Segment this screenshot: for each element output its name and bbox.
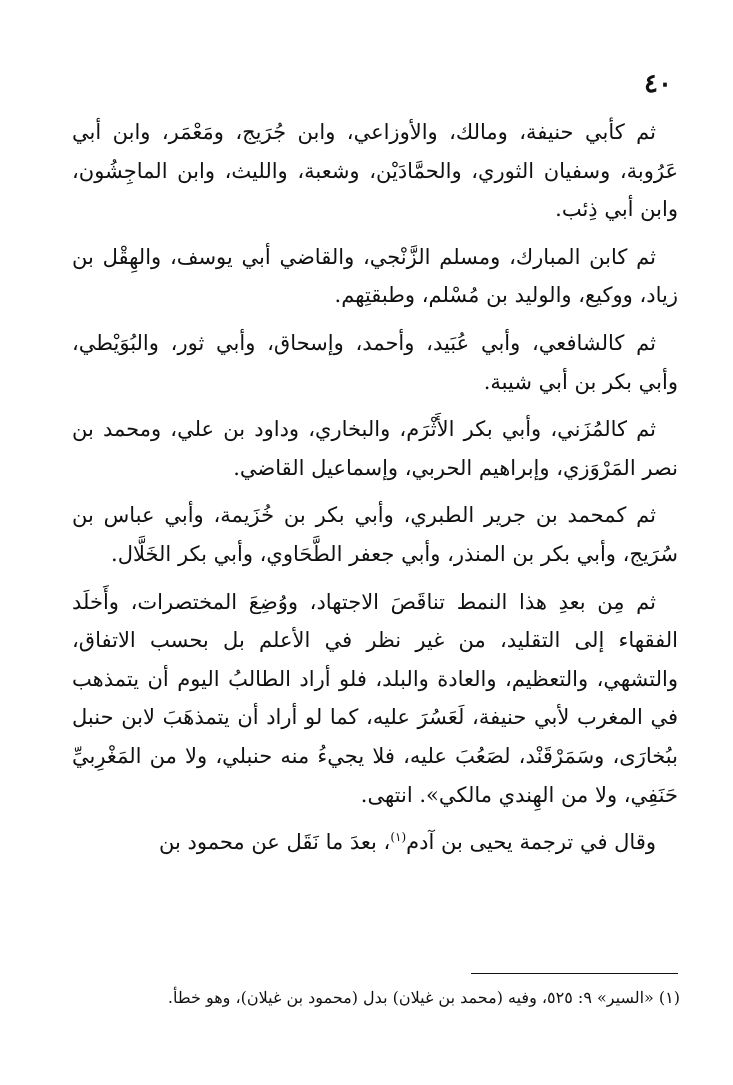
paragraph: ثم كمحمد بن جرير الطبري، وأبي بكر بن خُزَيمة، وأبي عباس بن سُرَيج، وأبي بكر بن المنذر، وأبي جعفر الطَّحَاوي، وأبي بكر الخَلَّال. [72,503,678,566]
paragraph: ثم كأبي حنيفة، ومالك، والأوزاعي، وابن جُرَيج، ومَعْمَر، وابن أبي عَرُوبة، وسفيان الثوري، والحمَّادَيْن، وشعبة، والليث، وابن الماجِشُون، وابن أبي ذِئب. [72,120,678,222]
paragraph-last-start: وقال في ترجمة يحيى بن آدم [406,830,656,855]
footnote: (١) «السير» ٩: ٥٢٥، وفيه (محمد بن غيلان) بدل (محمود بن غيلان)، وهو خطأ. [167,988,680,1007]
main-text [72,113,678,871]
page-number: ٤٠ [644,69,672,99]
paragraph-last [72,823,678,862]
footnote-marker: (١) [390,830,407,845]
paragraph: ثم مِن بعدِ هذا النمط تناقَصَ الاجتهاد، ووُضِعَ المختصرات، وأَخلَد الفقهاء إلى التقليد، من غير نظر في الأعلم بل بحسب الاتفاق، والتشهي، والتعظيم، والعادة والبلد، فلو أراد الطالبُ اليوم أن يتمذهب في المغرب لأبي حنيفة، لَعَسُرَ عليه، كما لو أراد أن يتمذهَبَ لابن حنبل ببُخارَى، وسَمَرْقَنْد، لصَعُبَ عليه، فلا يجيءُ منه حنبلي، ولا من المَغْرِبيِّ حَنَفِي، ولا من الهِندي مالكي». انتهى. [72,589,678,807]
footnote-divider [471,973,678,974]
paragraph: ثم كالشافعي، وأبي عُبَيد، وأحمد، وإسحاق، وأبي ثور، والبُوَيْطي، وأبي بكر بن أبي شيبة. [72,330,678,394]
paragraph-last-end: ، بعدَ ما نَقَل عن محمود بن [159,830,391,855]
paragraph: ثم كالمُزَني، وأبي بكر الأَثْرَم، والبخاري، وداود بن علي، ومحمد بن نصر المَرْوَزي، وإبراهيم الحربي، وإسماعيل القاضي. [72,417,678,480]
paragraph: ثم كابن المبارك، ومسلم الزَّنْجي، والقاضي أبي يوسف، والهِقْل بن زياد، ووكيع، والوليد بن مُسْلم، وطبقتِهم. [72,244,678,308]
